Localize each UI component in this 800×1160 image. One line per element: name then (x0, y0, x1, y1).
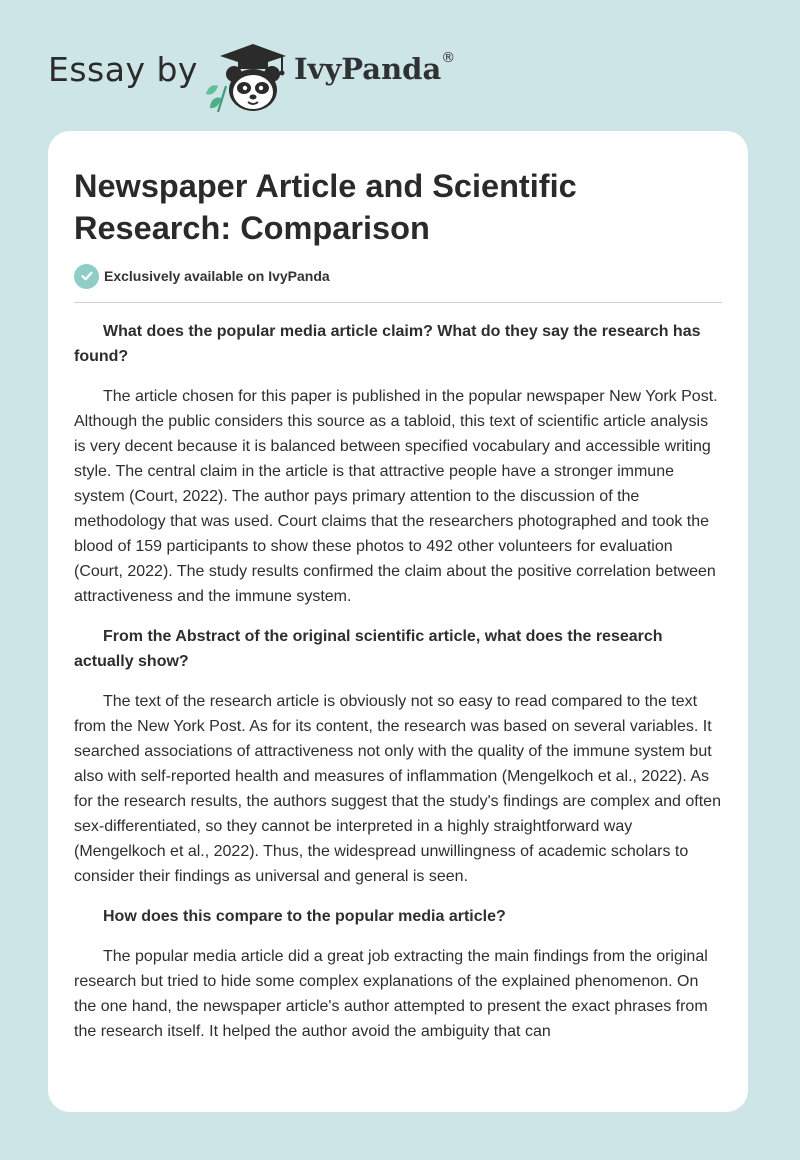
site-header (48, 30, 548, 110)
section-question: From the Abstract of the original scientific article, what does the research actually show? (74, 628, 663, 670)
check-circle-icon (74, 264, 99, 289)
divider (74, 302, 722, 303)
section-question: What does the popular media article claim? What do they say the research has found? (74, 323, 701, 365)
section-paragraph: The text of the research article is obviously not so easy to read compared to the text from the New York Post. As for its content, the research was based on several variables. It searched associations of attractiveness not only with the quality of the immune system but also with self-reported health and measures of inflammation (Mengelkoch et al., 2022). As for the research results, the authors suggest that the study's findings are complex and often sex-differentiated, so they cannot be interpreted in a highly straightforward way (Mengelkoch et al., 2022). Thus, the widespread unwillingness of academic scholars to consider their findings as universal and general is seen. (74, 693, 721, 885)
panda-graduate-icon (200, 34, 296, 114)
article-card (48, 131, 748, 1112)
essay-by-label: Essay by (48, 50, 198, 89)
exclusive-badge (74, 263, 330, 289)
section-question: How does this compare to the popular media article? (103, 908, 506, 925)
registered-mark: ® (441, 50, 456, 66)
exclusive-badge-text: Exclusively available on IvyPanda (104, 268, 330, 284)
article-body (74, 319, 724, 1059)
section-paragraph: The article chosen for this paper is published in the popular newspaper New York Post. Although the public considers this source as a tabloid, this text of scientific article analysis is very decent because it is balanced between specified vocabulary and accessible writing style. The central claim in the article is that attractive people have a stronger immune system (Court, 2022). The author pays primary attention to the discussion of the methodology that was used. Court claims that the researchers photographed and took the blood of 159 participants to show these photos to 492 other volunteers for evaluation (Court, 2022). The study results confirmed the claim about the positive correlation between attractiveness and the immune system. (74, 388, 718, 605)
section-paragraph: The popular media article did a great job extracting the main findings from the original research but tried to hide some complex explanations of the explained phenomenon. On the one hand, the newspaper article's author attempted to present the exact phrases from the research itself. It helped the author avoid the ambiguity that can (74, 948, 708, 1040)
brand-name: IvyPanda® (294, 50, 456, 86)
article-title: Newspaper Article and Scientific Research: Comparison (74, 168, 577, 246)
